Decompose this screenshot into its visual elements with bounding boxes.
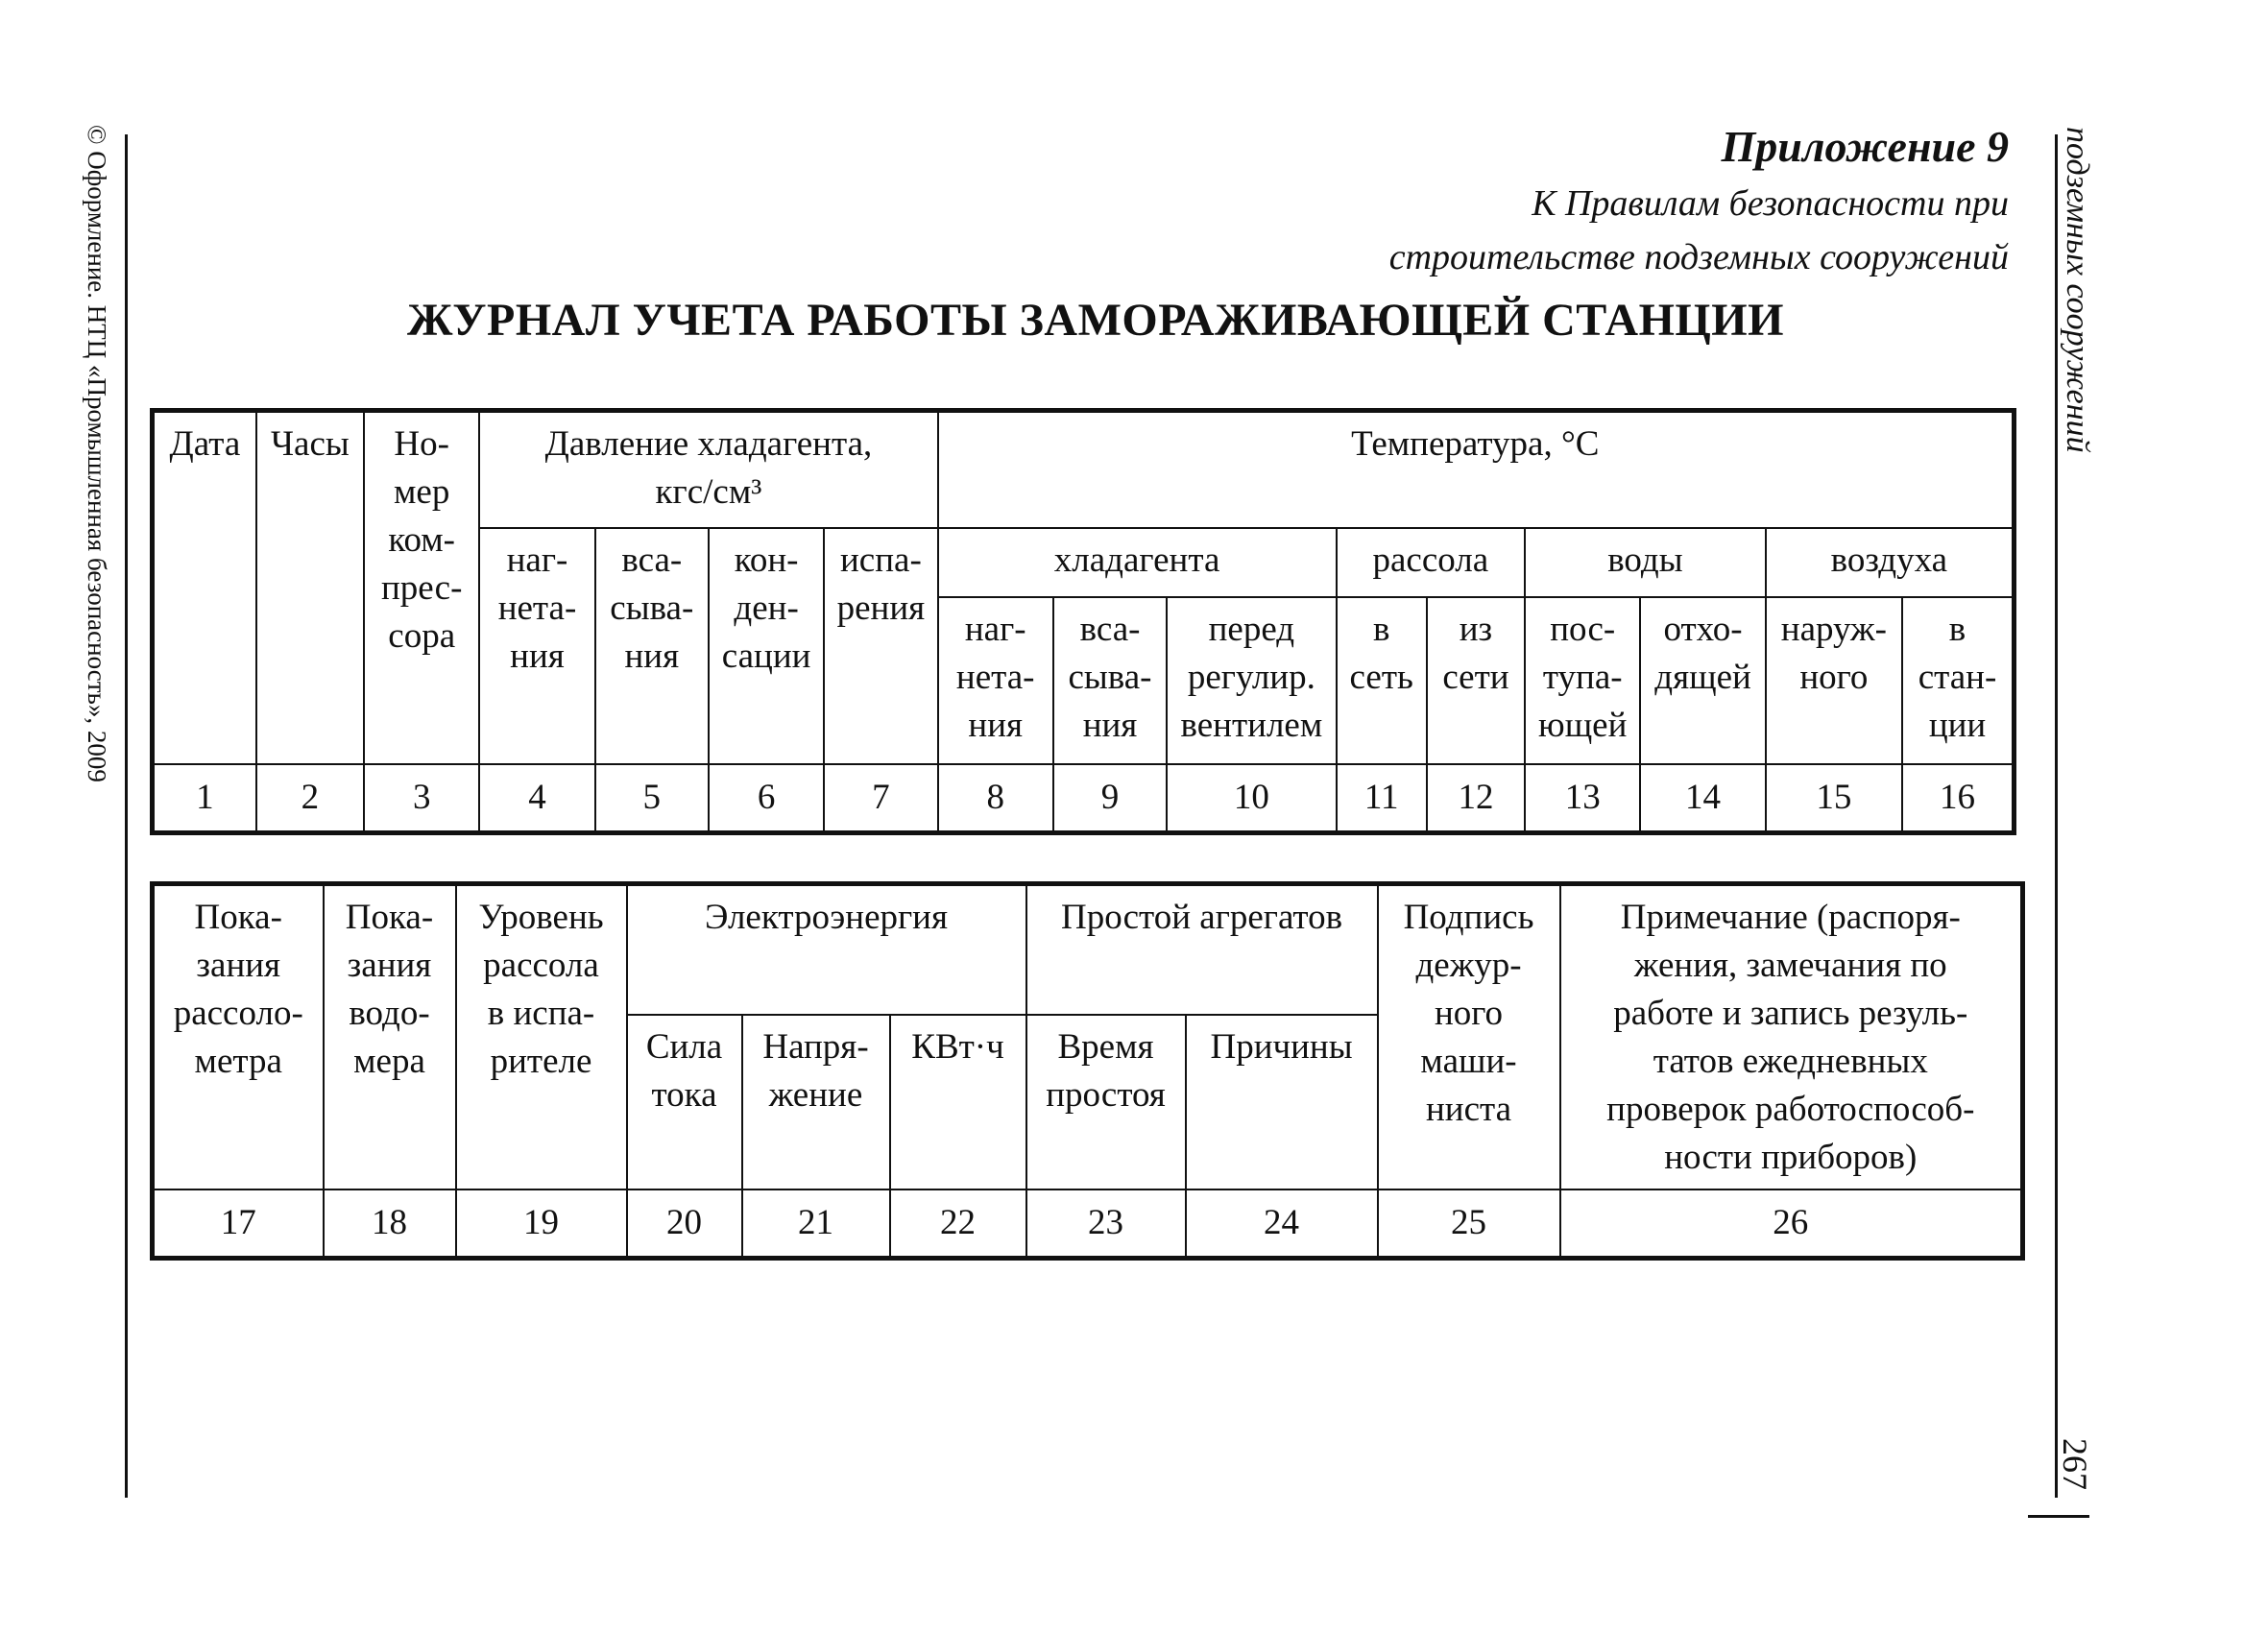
column-number-row: [153, 764, 2015, 833]
column-number: 25: [1378, 1189, 1560, 1259]
column-number: 10: [1167, 764, 1336, 833]
header-remarks: Примечание (распоря- жения, замечания по работе и запись резуль- татов ежедневных проверок работоспособ- ности приборов): [1560, 884, 2023, 1189]
running-header-text: подземных сооружений: [2060, 127, 2095, 453]
header-hours: Часы: [256, 411, 364, 764]
header-refrigerant-pressure: Давление хладагента, кгс/см³: [479, 411, 937, 528]
header-air-outside: наруж- ного: [1766, 597, 1902, 764]
page-title: ЖУРНАЛ УЧЕТА РАБОТЫ ЗАМОРАЖИВАЮЩЕЙ СТАНЦИИ: [407, 295, 1784, 346]
header-voltage: Напря- жение: [742, 1015, 890, 1189]
appendix-subtitle-line2: строительстве подземных сооружений: [1388, 237, 2009, 277]
header-brine-meter-reading: Пока- зания рассоло- метра: [153, 884, 324, 1189]
header-kwh: КВт·ч: [890, 1015, 1026, 1189]
column-number: 8: [938, 764, 1053, 833]
header-water-meter-reading: Пока- зания водо- мера: [324, 884, 456, 1189]
column-number: 14: [1640, 764, 1765, 833]
column-number: 13: [1525, 764, 1640, 833]
header-brine-to-network: в сеть: [1337, 597, 1427, 764]
column-number: 17: [153, 1189, 324, 1259]
header-pressure-condensation: кон- ден- сации: [709, 528, 824, 764]
header-temp-before-valve: перед регулир. вентилем: [1167, 597, 1336, 764]
column-number: 23: [1026, 1189, 1186, 1259]
header-pressure-discharge: наг- нета- ния: [479, 528, 594, 764]
page-number-text: 267: [2056, 1438, 2094, 1490]
column-number: 6: [709, 764, 824, 833]
header-electricity: Электроэнергия: [627, 884, 1026, 1015]
header-temp-brine: рассола: [1337, 528, 1525, 597]
column-number: 26: [1560, 1189, 2023, 1259]
header-temp-refrigerant: хладагента: [938, 528, 1337, 597]
header-unit-downtime: Простой агрегатов: [1026, 884, 1378, 1015]
column-number-row: [153, 1189, 2023, 1259]
page-number: [2056, 1438, 2111, 1490]
copyright-text: © Оформление. НТЦ «Промышленная безопасность», 2009: [83, 125, 111, 782]
column-number: 3: [364, 764, 479, 833]
right-margin-rule: [2055, 134, 2058, 1498]
column-number: 11: [1337, 764, 1427, 833]
column-number: 18: [324, 1189, 456, 1259]
header-temp-water: воды: [1525, 528, 1766, 597]
header-temp-discharge: наг- нета- ния: [938, 597, 1053, 764]
header-temperature: Температура, °С: [938, 411, 2015, 528]
column-number: 9: [1053, 764, 1167, 833]
header-temp-air: воздуха: [1766, 528, 2015, 597]
header-water-outgoing: отхо- дящей: [1640, 597, 1765, 764]
journal-table-part2: [150, 881, 2025, 1261]
column-number: 4: [479, 764, 594, 833]
appendix-subtitle-line1: К Правилам безопасности при: [1532, 183, 2009, 224]
header-brine-level: Уровень рассола в испа- рителе: [456, 884, 627, 1189]
column-number: 21: [742, 1189, 890, 1259]
header-temp-suction: вса- сыва- ния: [1053, 597, 1167, 764]
header-pressure-evaporation: испа- рения: [824, 528, 937, 764]
header-date: Дата: [153, 411, 256, 764]
left-margin-rule: [125, 134, 128, 1498]
header-operator-signature: Подпись дежур- ного маши- ниста: [1378, 884, 1560, 1189]
column-number: 7: [824, 764, 937, 833]
header-current: Сила тока: [627, 1015, 742, 1189]
column-number: 2: [256, 764, 364, 833]
header-compressor-number: Но- мер ком- прес- сора: [364, 411, 479, 764]
column-number: 24: [1186, 1189, 1378, 1259]
column-number: 5: [595, 764, 709, 833]
column-number: 12: [1427, 764, 1525, 833]
column-number: 19: [456, 1189, 627, 1259]
header-downtime-duration: Время простоя: [1026, 1015, 1186, 1189]
header-pressure-suction: вса- сыва- ния: [595, 528, 709, 764]
column-number: 16: [1902, 764, 2014, 833]
column-number: 1: [153, 764, 256, 833]
page-number-rule: [2028, 1515, 2089, 1518]
header-brine-from-network: из сети: [1427, 597, 1525, 764]
appendix-label: Приложение 9: [1721, 122, 2009, 171]
column-number: 22: [890, 1189, 1026, 1259]
column-number: 15: [1766, 764, 1902, 833]
header-air-in-station: в стан- ции: [1902, 597, 2014, 764]
header-water-incoming: пос- тупа- ющей: [1525, 597, 1640, 764]
column-number: 20: [627, 1189, 742, 1259]
journal-table-part1: [150, 408, 2016, 835]
running-header: [2060, 127, 2268, 453]
header-downtime-reasons: Причины: [1186, 1015, 1378, 1189]
